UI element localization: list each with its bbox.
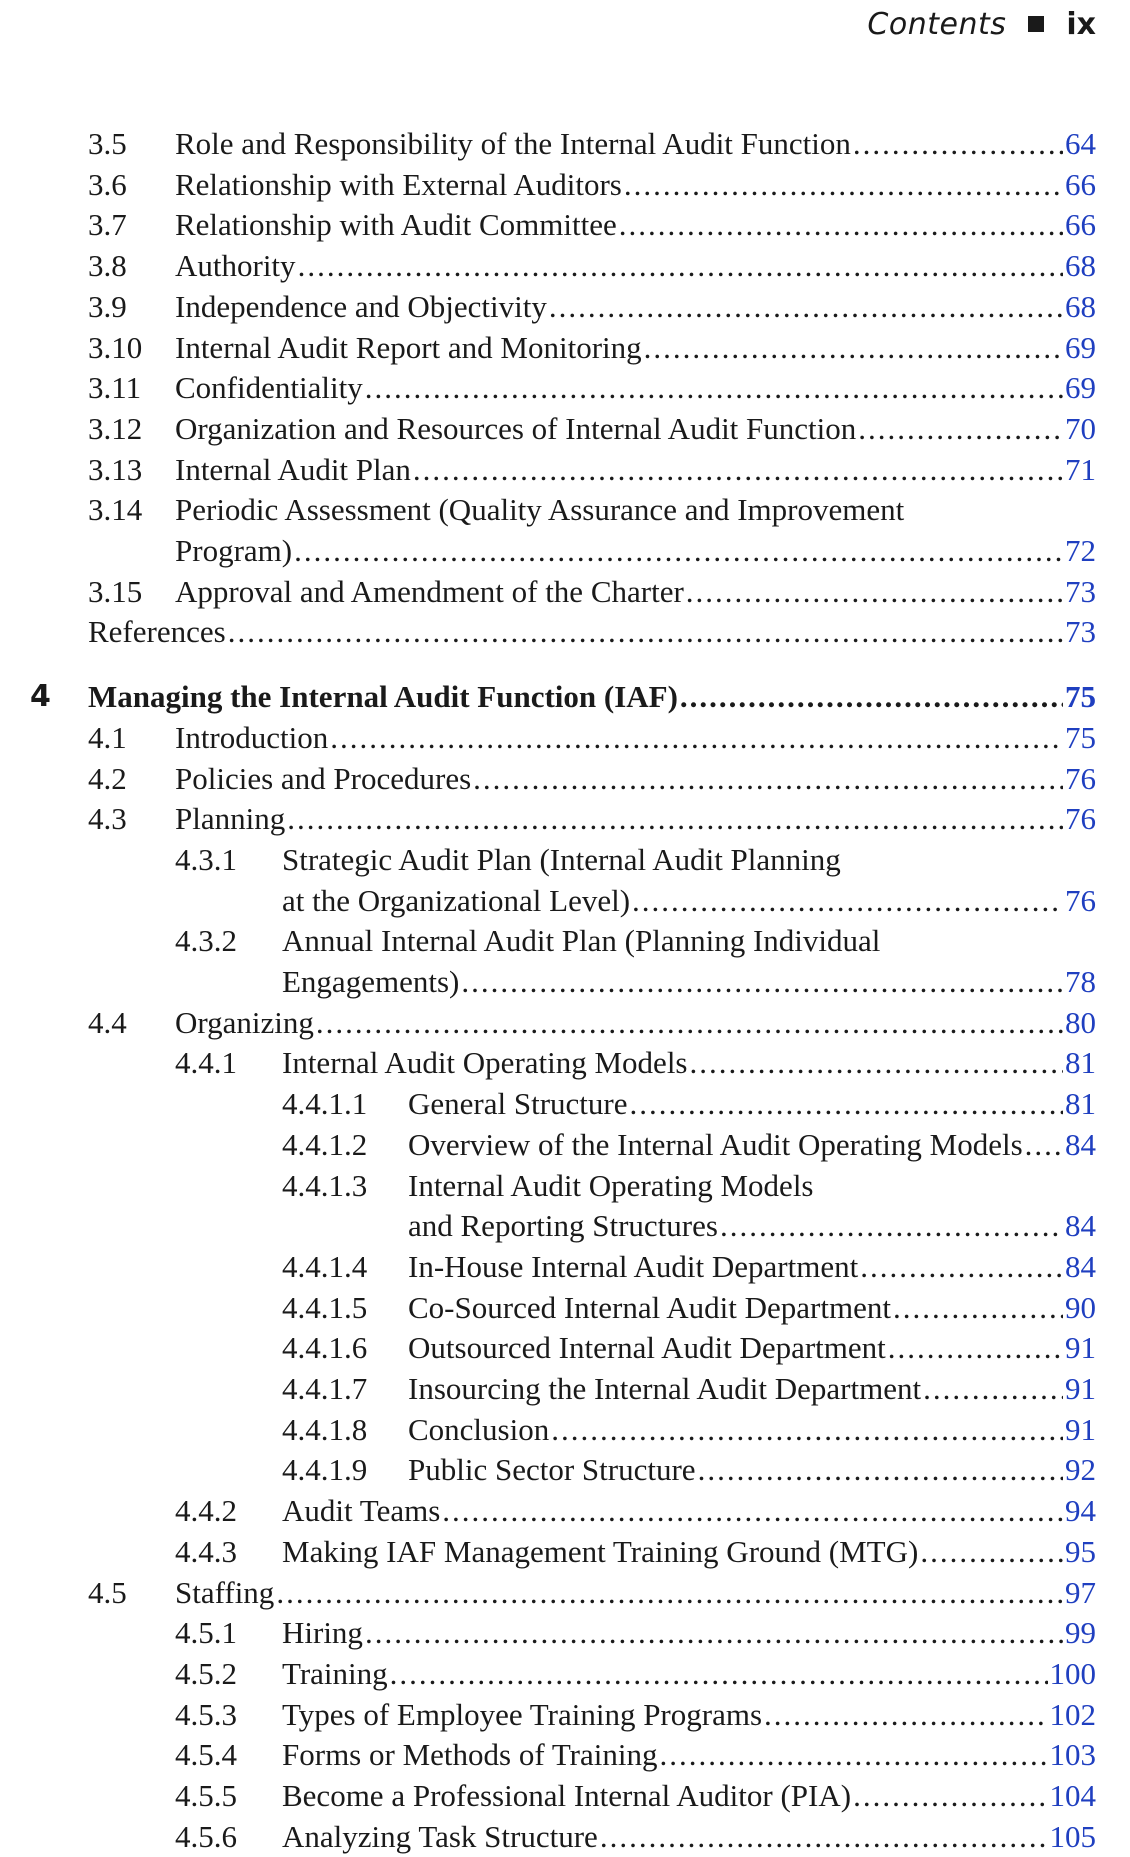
toc-entry-number: 3.6	[88, 166, 127, 202]
toc-entry[interactable]	[0, 246, 1130, 286]
toc-page-link[interactable]: 102	[1049, 1696, 1096, 1732]
dot-leader	[644, 328, 1063, 368]
dot-leader	[629, 1084, 1063, 1124]
toc-entry-title: Audit Teams	[282, 1493, 441, 1529]
toc-entry-number: 4.4.1	[175, 1045, 237, 1081]
toc-entry[interactable]	[0, 450, 1130, 490]
toc-entry-number: 4.4.3	[175, 1533, 237, 1569]
dot-leader	[923, 1369, 1063, 1409]
toc-entry[interactable]	[0, 881, 1130, 921]
toc-entry-number: 4.4.1.3	[282, 1167, 368, 1203]
toc-entry[interactable]	[0, 287, 1130, 327]
toc-page-link[interactable]: 84	[1065, 1208, 1096, 1244]
toc-page-link[interactable]: 70	[1065, 410, 1096, 446]
toc-page-link[interactable]: 103	[1049, 1737, 1096, 1773]
toc-entry-title: Annual Internal Audit Plan (Planning Individual	[282, 923, 881, 959]
toc-entry[interactable]	[0, 1450, 1130, 1490]
toc-entry-number: 4.4.1.2	[282, 1126, 368, 1162]
dot-leader	[619, 205, 1063, 245]
toc-page-link[interactable]: 69	[1065, 329, 1096, 365]
toc-entry[interactable]	[0, 328, 1130, 368]
toc-entry[interactable]	[0, 1247, 1130, 1287]
toc-entry[interactable]	[0, 1491, 1130, 1531]
toc-entry-title: Overview of the Internal Audit Operating Models	[408, 1126, 1023, 1162]
toc-page-link[interactable]: 68	[1065, 288, 1096, 324]
dot-leader	[600, 1817, 1048, 1857]
toc-page-link[interactable]: 73	[1065, 573, 1096, 609]
toc-page-link[interactable]: 81	[1065, 1045, 1096, 1081]
toc-page-link[interactable]: 94	[1065, 1493, 1096, 1529]
toc-entry-number: 3.9	[88, 288, 127, 324]
toc-page-link[interactable]: 71	[1065, 451, 1096, 487]
toc-entry-title: Role and Responsibility of the Internal Audit Function	[175, 126, 851, 161]
toc-page-link[interactable]: 76	[1065, 801, 1096, 837]
toc-entry-number: 3.12	[88, 410, 143, 446]
toc-entry-title: Planning	[175, 801, 286, 837]
toc-entry-title: Hiring	[282, 1615, 363, 1651]
toc-entry-number: 4.3.2	[175, 923, 237, 959]
toc-entry-number: 4.1	[88, 719, 127, 755]
toc-page-link[interactable]: 76	[1065, 760, 1096, 796]
toc-entry[interactable]	[0, 1817, 1130, 1857]
dot-leader	[764, 1695, 1047, 1735]
dot-leader	[686, 572, 1063, 612]
toc-page-link[interactable]: 99	[1065, 1615, 1096, 1651]
dot-leader	[330, 718, 1063, 758]
toc-entry[interactable]	[0, 612, 1130, 652]
toc-page-link[interactable]: 104	[1049, 1778, 1096, 1813]
toc-page-link[interactable]: 66	[1065, 207, 1096, 243]
toc-page-link[interactable]: 68	[1065, 248, 1096, 284]
dot-leader	[1025, 1125, 1063, 1165]
toc-entry[interactable]	[0, 1695, 1130, 1735]
toc-entry[interactable]	[0, 718, 1130, 758]
dot-leader	[632, 881, 1063, 921]
toc-entry[interactable]	[0, 840, 1130, 880]
dot-leader	[853, 124, 1063, 164]
toc-page-link[interactable]: 81	[1065, 1086, 1096, 1122]
dot-leader	[473, 759, 1063, 799]
toc-entry-title: Approval and Amendment of the Charter	[175, 573, 684, 609]
dot-leader	[390, 1654, 1048, 1694]
dot-leader	[294, 531, 1063, 571]
toc-page-link[interactable]: 84	[1065, 1126, 1096, 1162]
toc-page-link[interactable]: 73	[1065, 614, 1096, 650]
toc-page-link[interactable]: 69	[1065, 370, 1096, 406]
toc-entry-number: 3.10	[88, 329, 143, 365]
running-header-title: Contents	[867, 6, 1007, 42]
dot-leader	[413, 450, 1063, 490]
toc-entry[interactable]	[0, 759, 1130, 799]
dot-leader	[365, 1613, 1063, 1653]
toc-entry[interactable]	[0, 1573, 1130, 1613]
dot-leader	[624, 165, 1063, 205]
toc-page-link[interactable]: 66	[1065, 166, 1096, 202]
dot-leader	[287, 799, 1063, 839]
toc-entry-number: 4.5	[88, 1574, 127, 1610]
toc-entry-title: Conclusion	[408, 1411, 550, 1447]
toc-entry-title: Periodic Assessment (Quality Assurance and Improvement	[175, 492, 905, 528]
toc-entry-title: Internal Audit Plan	[175, 451, 411, 487]
toc-entry[interactable]	[0, 531, 1130, 571]
toc-entry-title: Staffing	[175, 1574, 275, 1610]
square-bullet-icon	[1028, 16, 1044, 32]
toc-entry-title: Outsourced Internal Audit Department	[408, 1330, 886, 1366]
toc-entry-title: Public Sector Structure	[408, 1452, 696, 1488]
dot-leader	[551, 1410, 1063, 1450]
toc-page-link[interactable]: 100	[1049, 1655, 1096, 1691]
toc-entry[interactable]	[0, 1288, 1130, 1328]
toc-entry-number: 3.8	[88, 248, 127, 284]
toc-entry-title: Relationship with External Auditors	[175, 166, 622, 202]
toc-entry-title: Authority	[175, 248, 296, 284]
toc-page-link[interactable]: 97	[1065, 1574, 1096, 1610]
toc-entry[interactable]	[0, 1532, 1130, 1572]
toc-entry[interactable]	[0, 799, 1130, 839]
toc-entry-number: 3.14	[88, 492, 143, 528]
toc-entry[interactable]	[0, 1776, 1130, 1816]
toc-page-link[interactable]: 105	[1049, 1818, 1096, 1854]
toc-entry[interactable]	[0, 124, 1130, 164]
toc-entry[interactable]	[0, 1328, 1130, 1368]
toc-entry[interactable]	[0, 205, 1130, 245]
toc-entry-title: Confidentiality	[175, 370, 363, 406]
toc-entry[interactable]	[0, 490, 1130, 530]
toc-entry-number: 4.5.4	[175, 1737, 237, 1773]
toc-entry-number: 4.4.1.1	[282, 1086, 368, 1122]
toc-entry-title: Types of Employee Training Programs	[282, 1696, 763, 1732]
toc-entry-title: Analyzing Task Structure	[282, 1818, 598, 1854]
toc-entry-number: 4.4.1.6	[282, 1330, 368, 1366]
dot-leader	[720, 1206, 1063, 1246]
toc-entry-number: 4.3	[88, 801, 127, 837]
toc-page-link[interactable]: 84	[1065, 1248, 1096, 1284]
toc-entry-title: Managing the Internal Audit Function (IAF)	[88, 679, 678, 715]
toc-entry-number: 4.5.5	[175, 1778, 237, 1813]
toc-entry-number: 3.11	[88, 370, 142, 406]
dot-leader	[276, 1573, 1063, 1613]
toc-entry[interactable]	[0, 1206, 1130, 1246]
dot-leader	[461, 962, 1063, 1002]
toc-entry-number: 4	[30, 679, 51, 715]
toc-entry-title: Co-Sourced Internal Audit Department	[408, 1289, 891, 1325]
dot-leader	[659, 1735, 1047, 1775]
dot-leader	[893, 1288, 1063, 1328]
toc-entry-title: Internal Audit Operating Models	[408, 1167, 814, 1203]
dot-leader	[365, 368, 1063, 408]
dot-leader	[549, 287, 1063, 327]
toc-entry-number: 4.4.1.7	[282, 1371, 368, 1406]
toc-entry[interactable]	[0, 1735, 1130, 1775]
toc-entry-number: 4.5.3	[175, 1696, 237, 1732]
toc-entry[interactable]	[0, 165, 1130, 205]
dot-leader	[860, 1247, 1063, 1287]
running-header	[867, 6, 1096, 42]
toc-page-link[interactable]: 95	[1065, 1533, 1096, 1569]
toc-entry[interactable]	[0, 1125, 1130, 1165]
toc-entry-title: Become a Professional Internal Auditor (PIA)	[282, 1778, 852, 1813]
toc-entry-number: 3.15	[88, 573, 143, 609]
dot-leader	[698, 1450, 1063, 1490]
toc-entry[interactable]	[0, 1003, 1130, 1043]
dot-leader	[680, 677, 1063, 717]
toc-page-link[interactable]: 76	[1065, 882, 1096, 918]
toc-entry[interactable]	[0, 368, 1130, 408]
toc-entry-number: 4.4.1.8	[282, 1411, 368, 1447]
toc-entry[interactable]	[0, 572, 1130, 612]
toc-page-link[interactable]: 91	[1065, 1371, 1096, 1406]
toc-entry-title: Insourcing the Internal Audit Department	[408, 1371, 922, 1406]
toc-entry-title: In-House Internal Audit Department	[408, 1248, 859, 1284]
dot-leader	[442, 1491, 1063, 1531]
toc-page-link[interactable]: 91	[1065, 1330, 1096, 1366]
toc-page-link[interactable]: 92	[1065, 1452, 1096, 1488]
toc-entry-title: Policies and Procedures	[175, 760, 472, 796]
toc-entry[interactable]	[0, 409, 1130, 449]
toc-chapter-entry[interactable]	[0, 677, 1130, 717]
toc-entry-number: 4.2	[88, 760, 127, 796]
dot-leader	[858, 409, 1063, 449]
toc-entry-title: Forms or Methods of Training	[282, 1737, 658, 1773]
toc-entry[interactable]	[0, 1166, 1130, 1206]
toc-entry-title: Program)	[175, 533, 293, 568]
toc-entry-number: 3.5	[88, 126, 127, 161]
toc-entry-title: References	[88, 614, 226, 650]
toc-entry-number: 4.3.1	[175, 841, 237, 877]
toc-entry-number: 4.5.2	[175, 1655, 237, 1691]
toc-entry-title: Strategic Audit Plan (Internal Audit Planning	[282, 841, 841, 877]
toc-entry-title: Independence and Objectivity	[175, 288, 547, 324]
toc-entry-number: 4.5.1	[175, 1615, 237, 1651]
dot-leader	[298, 246, 1063, 286]
toc-entry[interactable]	[0, 1613, 1130, 1653]
page-number: ix	[1066, 6, 1096, 42]
toc-entry-number: 4.4.1.5	[282, 1289, 368, 1325]
dot-leader	[316, 1003, 1063, 1043]
toc-entry-title: Organization and Resources of Internal Audit Function	[175, 410, 857, 446]
toc-entry[interactable]	[0, 1369, 1130, 1409]
dot-leader	[920, 1532, 1063, 1572]
toc-page-link[interactable]: 75	[1065, 679, 1096, 715]
toc-entry-number: 3.13	[88, 451, 143, 487]
toc-page-link[interactable]: 78	[1065, 964, 1096, 999]
toc-page-link[interactable]: 80	[1065, 1004, 1096, 1040]
toc-entry[interactable]	[0, 921, 1130, 961]
toc-entry-number: 3.7	[88, 207, 127, 243]
toc-entry-title: Organizing	[175, 1004, 314, 1040]
toc-entry-title: Introduction	[175, 719, 329, 755]
toc-entry[interactable]	[0, 1084, 1130, 1124]
toc-entry-number: 4.5.6	[175, 1818, 237, 1854]
toc-entry-title: Training	[282, 1655, 388, 1691]
toc-entry[interactable]	[0, 1043, 1130, 1083]
toc-entry-title: Making IAF Management Training Ground (MTG)	[282, 1533, 919, 1569]
dot-leader	[228, 612, 1063, 652]
toc-entry[interactable]	[0, 1410, 1130, 1450]
dot-leader	[853, 1776, 1047, 1816]
toc-page-link[interactable]: 90	[1065, 1289, 1096, 1325]
toc-entry-title: Internal Audit Report and Monitoring	[175, 329, 642, 365]
toc-page-link[interactable]: 75	[1065, 719, 1096, 755]
toc-page-link[interactable]: 91	[1065, 1411, 1096, 1447]
toc-entry[interactable]	[0, 962, 1130, 1002]
toc-entry-title: General Structure	[408, 1086, 628, 1122]
toc-page-link[interactable]: 64	[1065, 126, 1096, 161]
toc-entry-number: 4.4.1.9	[282, 1452, 368, 1488]
toc-entry-title: Engagements)	[282, 964, 460, 999]
toc-entry-title: Relationship with Audit Committee	[175, 207, 617, 243]
toc-entry-number: 4.4.1.4	[282, 1248, 368, 1284]
toc-entry-title: Internal Audit Operating Models	[282, 1045, 688, 1081]
toc-entry[interactable]	[0, 1654, 1130, 1694]
toc-entry-number: 4.4.2	[175, 1493, 237, 1529]
toc-page-link[interactable]: 72	[1065, 533, 1096, 568]
dot-leader	[888, 1328, 1063, 1368]
toc-entry-number: 4.4	[88, 1004, 127, 1040]
toc-entry-title: and Reporting Structures	[408, 1208, 718, 1244]
toc-entry-title: at the Organizational Level)	[282, 882, 631, 918]
dot-leader	[690, 1043, 1064, 1083]
